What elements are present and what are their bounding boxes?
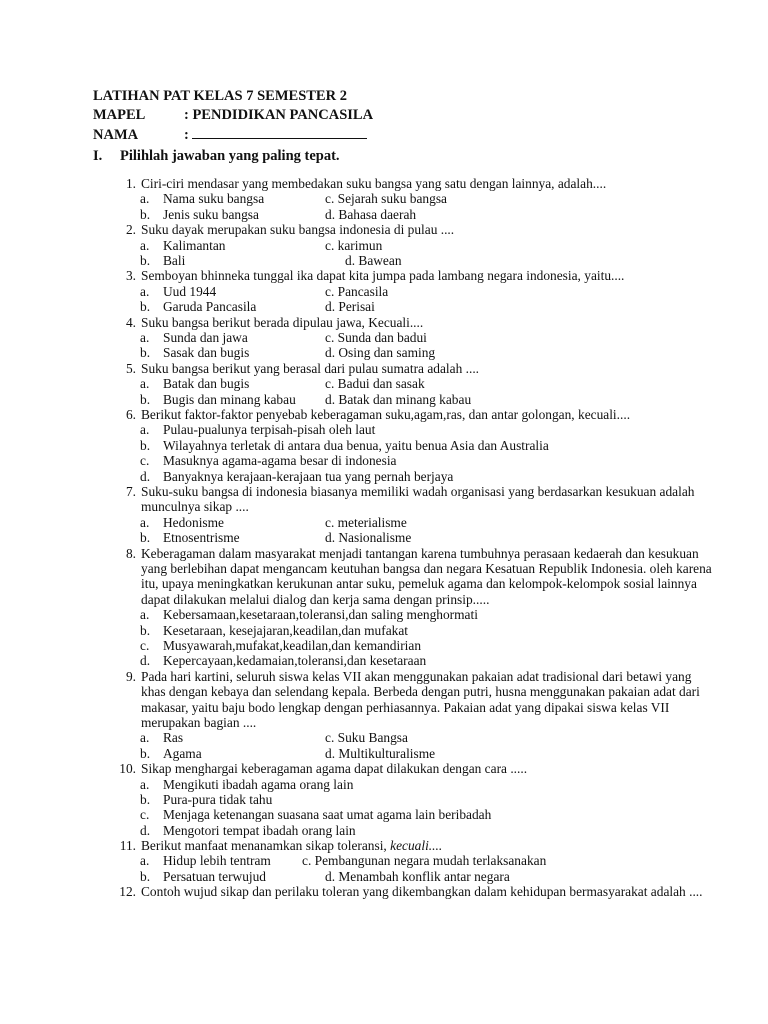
option-text: Agama (163, 745, 202, 761)
question-number: 4. (125, 314, 136, 330)
option-row (112, 469, 712, 484)
option-row (112, 792, 712, 807)
option-text: Banyaknya kerajaan-kerajaan tua yang pernah berjaya (163, 468, 454, 484)
option-row (112, 653, 712, 668)
option-text-right: c. karimun (325, 237, 383, 253)
option-text-right: c. Pancasila (325, 283, 389, 299)
option-letter: a. (140, 607, 150, 623)
question-item (112, 669, 712, 761)
option-text: Jenis suku bangsa (163, 206, 259, 222)
question-text (141, 669, 712, 731)
question-number: 2. (125, 222, 136, 238)
option-text: Kesetaraan, kesejajaran,keadilan,dan mufakat (163, 622, 408, 638)
option-text-right: c. Badui dan sasak (325, 376, 425, 392)
mapel-value: : PENDIDIKAN PANCASILA (184, 107, 374, 123)
option-text-right: c. Suku Bangsa (325, 730, 408, 746)
question-item (112, 176, 712, 222)
option-row (112, 623, 712, 638)
option-row (112, 345, 712, 360)
option-letter: c. (140, 807, 150, 823)
question-text-main: Keberagaman dalam masyarakat menjadi tantangan karena tumbuhnya perasaan kedaerah dan kesukuan yang berlebihan dapat mengancam keutuhan bangsa dan negara Kesatuan Republik Indonesia. oleh karena itu, upaya meningkatkan kerukunan antar suku, pemeluk agama dan kelompok-kelompok sosial lainnya dapat dilakukan melalui dialog dan kerja sama dengan prinsip..... (141, 545, 712, 607)
option-row (112, 392, 712, 407)
option-text: Hedonisme (163, 514, 224, 530)
question-text (141, 407, 712, 422)
question-text-main: Semboyan bhinneka tunggal ika dapat kita jumpa pada lambang negara indonesia, yaitu.... (141, 268, 625, 284)
option-letter: b. (140, 391, 151, 407)
option-text: Menjaga ketenangan suasana saat umat agama lain beribadah (163, 807, 492, 823)
question-item (112, 268, 712, 314)
question-item (112, 761, 712, 838)
option-text: Pulau-pualunya terpisah-pisah oleh laut (163, 422, 376, 438)
option-text: Masuknya agama-agama besar di indonesia (163, 453, 397, 469)
option-text: Persatuan terwujud (163, 868, 267, 884)
option-text: Mengotori tempat ibadah orang lain (163, 822, 356, 838)
option-letter: b. (140, 745, 151, 761)
question-number: 5. (125, 360, 136, 376)
option-text: Hidup lebih tentram (163, 853, 271, 869)
option-text: Garuda Pancasila (163, 299, 257, 315)
option-letter: a. (140, 514, 150, 530)
option-letter: b. (140, 345, 151, 361)
option-text-right: d. Perisai (325, 299, 375, 315)
option-text-right: d. Nasionalisme (325, 530, 412, 546)
option-row (112, 638, 712, 653)
option-letter: d. (140, 822, 151, 838)
option-text: Pura-pura tidak tahu (163, 791, 273, 807)
option-letter: a. (140, 853, 150, 869)
option-letter: b. (140, 868, 151, 884)
question-text-main: Contoh wujud sikap dan perilaku toleran yang dikembangkan dalam kehidupan bermasyarakat adalah .... (141, 884, 703, 900)
question-item (112, 361, 712, 407)
question-text (141, 546, 712, 608)
option-text: Bali (163, 252, 186, 268)
option-text: Kalimantan (163, 237, 226, 253)
option-text: Etnosentrisme (163, 530, 240, 546)
option-row (112, 284, 712, 299)
question-text-main: Pada hari kartini, seluruh siswa kelas VII akan menggunakan pakaian adat tradisional dari betawi yang khas dengan kebaya dan selendang kepala. Berbeda dengan putri, husna menggunakan pakaian adat dari makasar, yaitu baju bodo lengkap dengan perhiasannya. Pakaian adat yang dipakai siswa kelas VII merupakan bagian .... (141, 668, 700, 730)
question-item (112, 546, 712, 669)
option-row (112, 438, 712, 453)
option-text-right: c. Sunda dan badui (325, 329, 427, 345)
name-blank-line (192, 126, 367, 139)
option-letter: c. (140, 453, 150, 469)
option-text: Uud 1944 (163, 283, 217, 299)
option-text: Musyawarah,mufakat,keadilan,dan kemandirian (163, 637, 422, 653)
option-letter: d. (140, 468, 151, 484)
option-letter: a. (140, 237, 150, 253)
question-number: 10. (119, 761, 136, 777)
option-row (112, 853, 712, 868)
option-text: Sunda dan jawa (163, 329, 248, 345)
question-number: 12. (119, 884, 136, 900)
question-text-main: Berikut manfaat menanamkan sikap toleransi, (141, 838, 391, 854)
option-row (112, 191, 712, 206)
worksheet-title: LATIHAN PAT KELAS 7 SEMESTER 2 (93, 88, 347, 104)
mapel-line (93, 107, 373, 124)
option-letter: a. (140, 422, 150, 438)
option-row (112, 299, 712, 314)
question-item (112, 407, 712, 484)
option-row (112, 746, 712, 761)
option-letter: b. (140, 437, 151, 453)
question-text (141, 761, 712, 776)
option-row (112, 376, 712, 391)
option-text-right: d. Osing dan saming (325, 345, 436, 361)
option-text: Ras (163, 730, 184, 746)
option-row (112, 515, 712, 530)
option-text-right: d. Batak dan minang kabau (325, 391, 472, 407)
option-row (112, 422, 712, 437)
question-text-main: Suku bangsa berikut yang berasal dari pulau sumatra adalah .... (141, 360, 480, 376)
nama-label: NAMA (93, 127, 139, 143)
question-item (112, 884, 712, 899)
option-row (112, 530, 712, 545)
option-row (112, 207, 712, 222)
option-row (112, 777, 712, 792)
question-number: 7. (125, 483, 136, 499)
question-text-main: Suku-suku bangsa di indonesia biasanya memiliki wadah organisasi yang berdasarkan kesukuan adalah munculnya sikap .... (141, 483, 695, 515)
question-text (141, 268, 712, 283)
question-text (141, 884, 712, 899)
option-text: Mengikuti ibadah agama orang lain (163, 776, 354, 792)
option-row (112, 807, 712, 822)
option-letter: b. (140, 252, 151, 268)
option-text-right: d. Menambah konflik antar negara (325, 868, 510, 884)
option-row (112, 238, 712, 253)
question-number: 8. (125, 545, 136, 561)
option-letter: a. (140, 283, 150, 299)
option-letter: a. (140, 329, 150, 345)
option-text: Bugis dan minang kabau (163, 391, 296, 407)
option-letter: b. (140, 530, 151, 546)
option-letter: a. (140, 376, 150, 392)
option-text-right: c. Sejarah suku bangsa (325, 191, 447, 207)
option-row (112, 253, 712, 268)
question-text (141, 361, 712, 376)
option-text: Batak dan bugis (163, 376, 250, 392)
option-text: Kebersamaan,kesetaraan,toleransi,dan saling menghormati (163, 607, 478, 623)
question-text-main: Suku bangsa berikut berada dipulau jawa, Kecuali.... (141, 314, 424, 330)
question-number: 3. (125, 268, 136, 284)
option-row (112, 607, 712, 622)
nama-colon: : (184, 127, 189, 143)
question-text (141, 838, 712, 853)
question-number: 9. (125, 668, 136, 684)
question-item (112, 484, 712, 546)
option-row (112, 330, 712, 345)
question-text-main: Ciri-ciri mendasar yang membedakan suku bangsa yang satu dengan lainnya, adalah.... (141, 176, 607, 191)
option-letter: b. (140, 299, 151, 315)
option-letter: c. (140, 637, 150, 653)
section-heading (93, 148, 340, 165)
option-letter: d. (140, 653, 151, 669)
question-number: 6. (125, 406, 136, 422)
option-text-right: c. meterialisme (325, 514, 407, 530)
question-item (112, 315, 712, 361)
option-text: Wilayahnya terletak di antara dua benua, yaitu benua Asia dan Australia (163, 437, 549, 453)
option-text: Kepercayaan,kedamaian,toleransi,dan kesetaraan (163, 653, 427, 669)
option-text: Sasak dan bugis (163, 345, 250, 361)
question-text (141, 484, 712, 515)
option-letter: a. (140, 776, 150, 792)
question-text-main: Suku dayak merupakan suku bangsa indonesia di pulau .... (141, 222, 455, 238)
option-row (112, 823, 712, 838)
question-number: 11. (119, 838, 136, 854)
option-letter: b. (140, 622, 151, 638)
option-text-right: d. Multikulturalisme (325, 745, 436, 761)
question-list (112, 176, 712, 900)
option-row (112, 869, 712, 884)
option-letter: b. (140, 791, 151, 807)
question-number: 1. (125, 176, 136, 191)
option-text-right: d. Bahasa daerah (325, 206, 417, 222)
mapel-label: MAPEL (93, 107, 146, 123)
question-text (141, 315, 712, 330)
option-text: Nama suku bangsa (163, 191, 265, 207)
option-letter: a. (140, 191, 150, 207)
question-item (112, 222, 712, 268)
question-item (112, 838, 712, 884)
option-row (112, 453, 712, 468)
question-text-main: Berikut faktor-faktor penyebab keberagaman suku,agam,ras, dan antar golongan, kecuali.... (141, 406, 631, 422)
option-row (112, 730, 712, 745)
option-letter: b. (140, 206, 151, 222)
section-instruction: Pilihlah jawaban yang paling tepat. (120, 148, 340, 164)
section-number: I. (93, 148, 103, 164)
question-text-italic: kecuali.... (390, 838, 443, 854)
option-letter: a. (140, 730, 150, 746)
option-text-right: c. Pembangunan negara mudah terlaksanakan (302, 853, 547, 869)
option-text-right: d. Bawean (345, 252, 402, 268)
nama-line (93, 126, 367, 144)
question-text (141, 222, 712, 237)
question-text-main: Sikap menghargai keberagaman agama dapat dilakukan dengan cara ..... (141, 761, 528, 777)
question-text (141, 176, 712, 191)
